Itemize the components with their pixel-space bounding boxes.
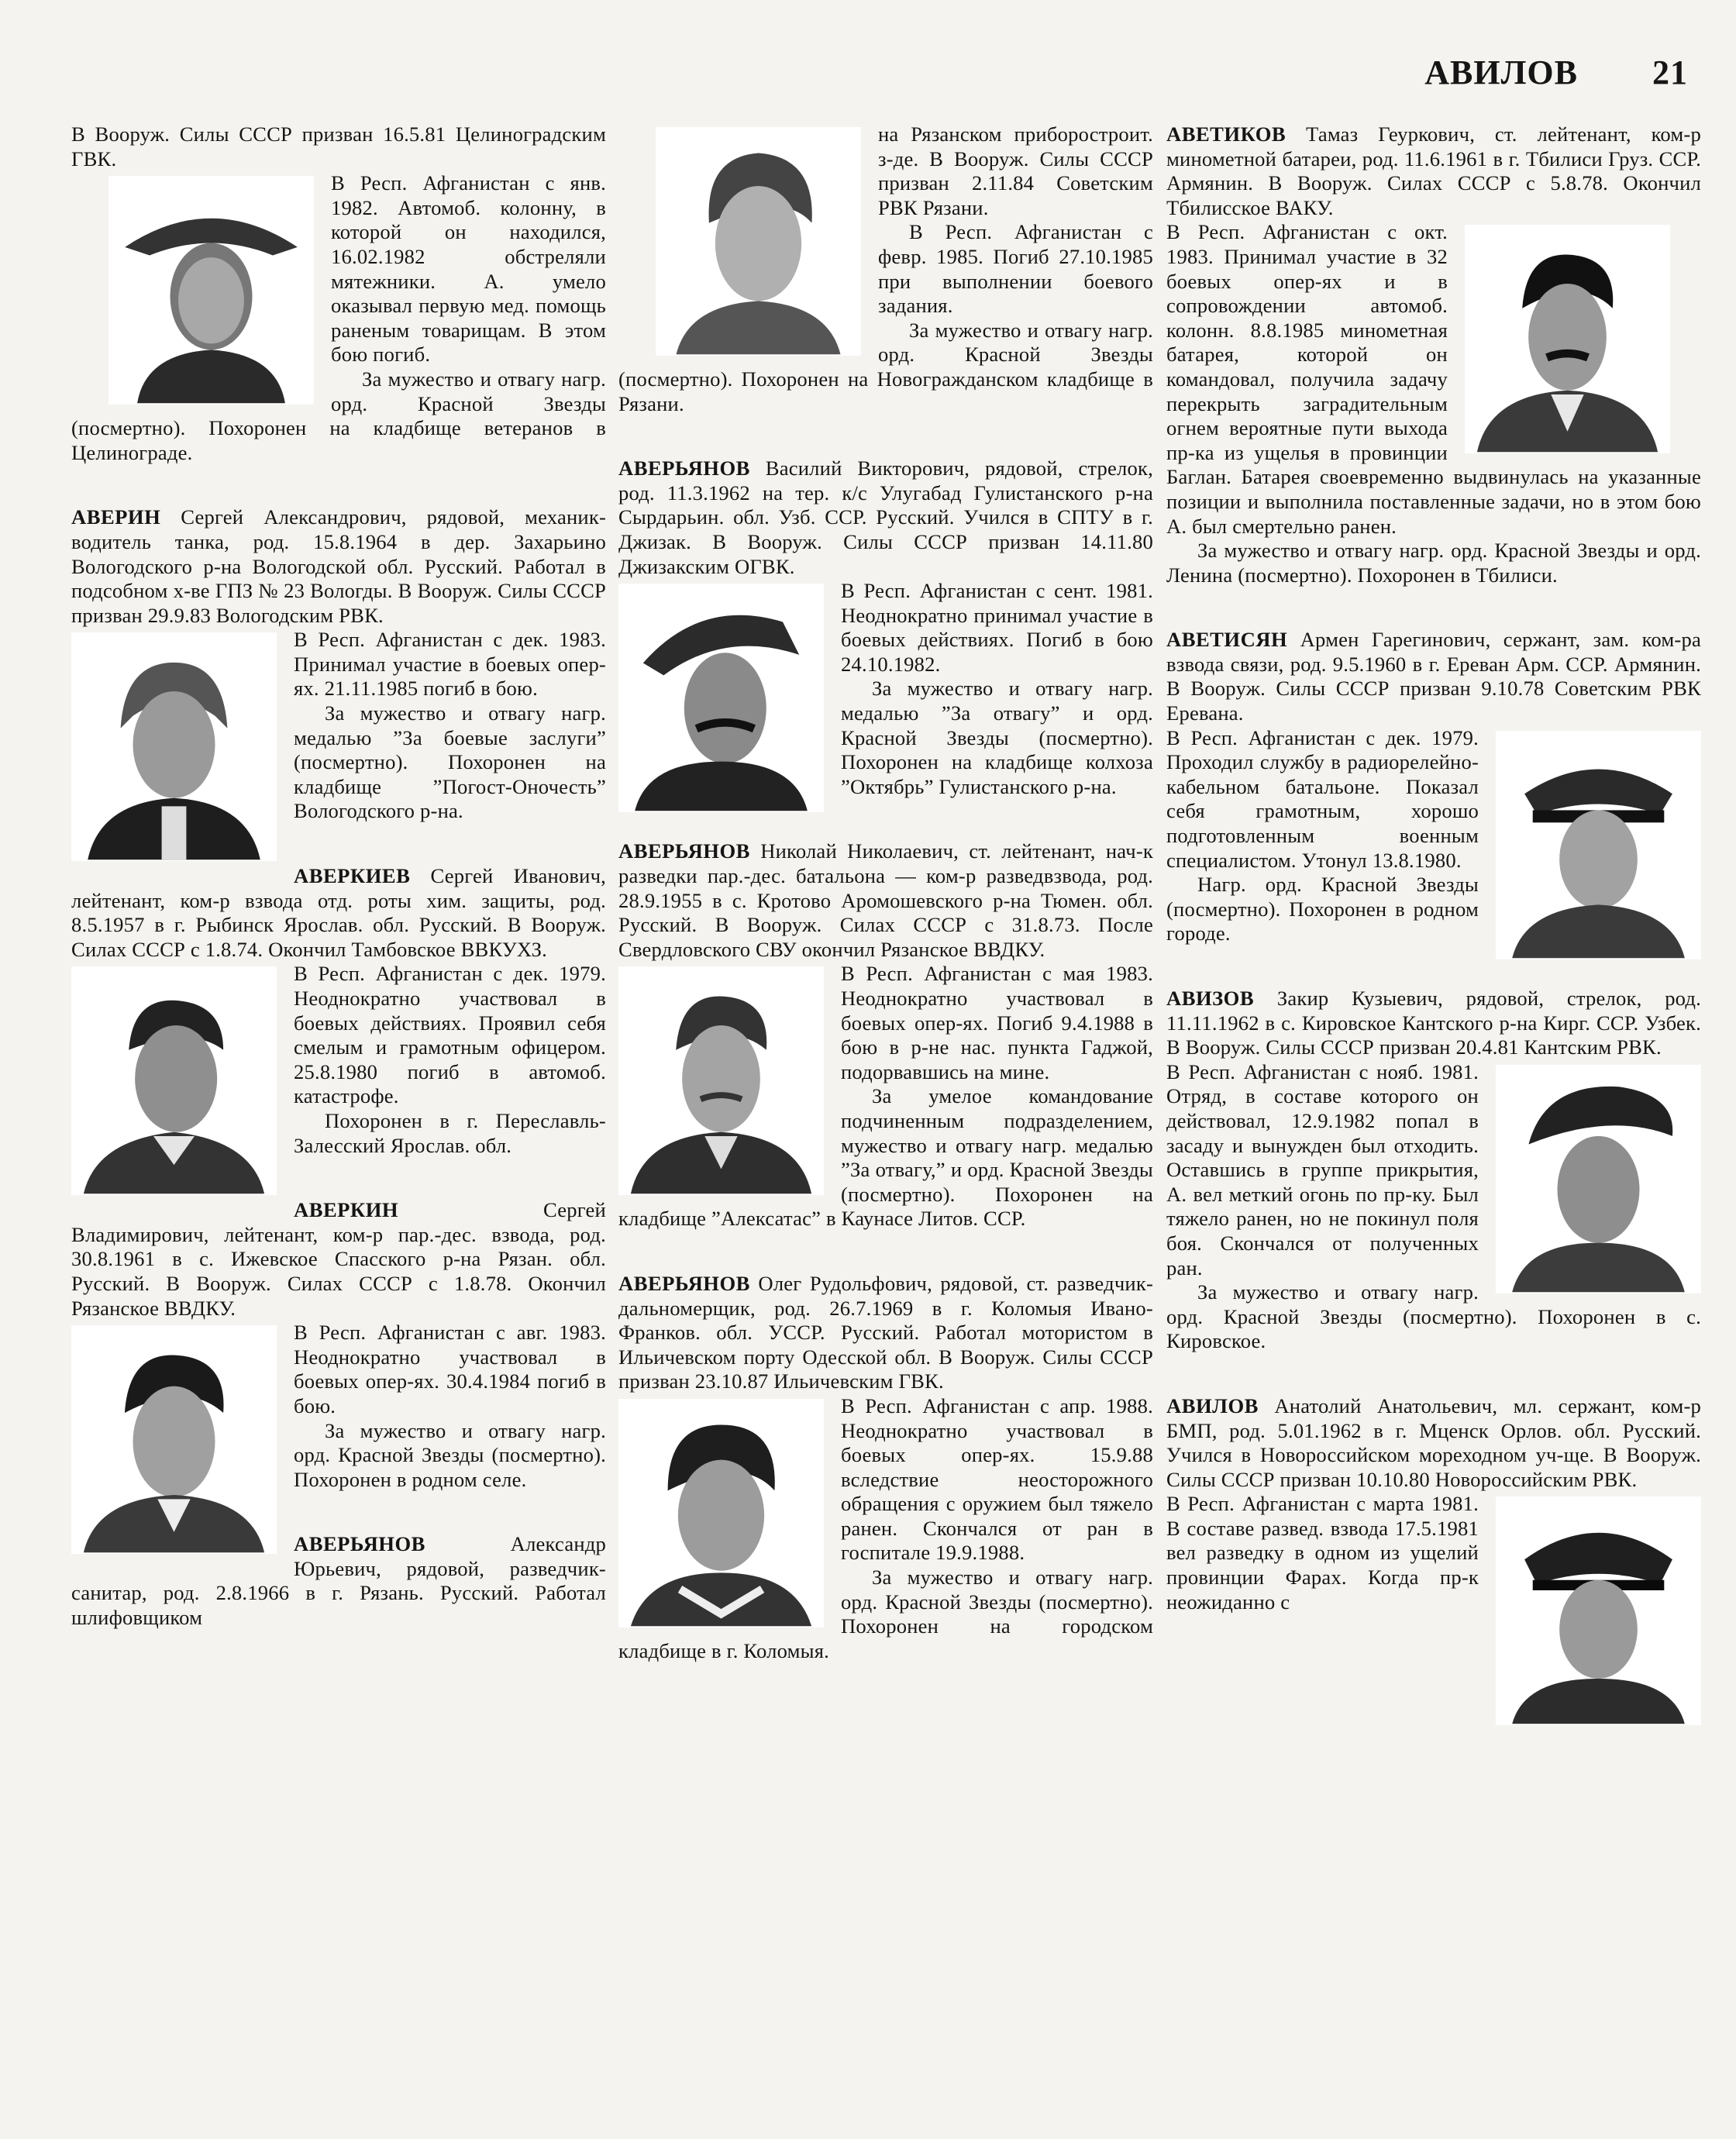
soldier-portrait-icon	[71, 632, 277, 861]
paragraph: В Респ. Афганистан с мая 1983. Неоднократно участвовал в боевых опер-ях. Погиб 9.4.1988 в бою в р-не нас. пункта Гаджой, подорвавшись на мине.	[841, 962, 1153, 1083]
paragraph: В Респ. Афганистан с апр. 1988. Неоднократно участвовал в боевых опер-ях. 15.9.88 вследствие неосторожного обращения с оружием был тяжело ранен. Скончался от ран в госпитале 19.9.1988.	[841, 1393, 1153, 1565]
entry-intro: АВЕРЬЯНОВ Николай Николаевич, ст. лейтенант, нач-к разведки пар.-дес. батальона — ком-р разведвзвода, род. 28.9.1955 в с. Кротово Аромошевского р-на Тюмен. обл. Русский. В Вооруж. Силах СССР с 31.8.73. После Свердловского СВУ окончил Рязанское ВВДКУ.	[618, 839, 1153, 961]
soldier-portrait-icon	[71, 966, 277, 1195]
entry-name: АВЕРИН	[71, 505, 161, 529]
entry-avetikov	[1166, 122, 1701, 587]
paragraph: В Респ. Афганистан с дек. 1983. Принимал участие в боевых опер-ях. 21.11.1985 погиб в бою.	[294, 628, 606, 701]
soldier-portrait-icon	[618, 584, 824, 812]
entry-averkiev	[71, 864, 606, 1158]
entry-intro: АВЕРИН Сергей Александрович, рядовой, механик-водитель танка, род. 15.8.1964 в дер. Захарьино Вологодского р-на Вологодской обл. Русский. Работал в подсобном х-ве ГПЗ № 23 Вологды. В Вооруж. Силы СССР призван 29.9.83 Вологодским РВК.	[71, 505, 606, 627]
entry-name: АВИЗОВ	[1166, 987, 1255, 1010]
portrait-photo	[108, 176, 314, 405]
entry-averin	[71, 505, 606, 824]
paragraph: В Вооруж. Силы СССР призван 16.5.81 Целиноградским ГВК.	[71, 122, 606, 170]
page-number: 21	[1652, 53, 1688, 91]
entry-intro: АВЕРЬЯНОВ Александр Юрьевич, рядовой, разведчик-санитар, род. 2.8.1966 в г. Рязань. Русский. Работал шлифовщиком	[71, 1532, 606, 1630]
entry-intro: АВИЗОВ Закир Кузыевич, рядовой, стрелок, род. 11.11.1962 в с. Кировское Кантского р-на Кирг. ССР. Узбек. В Вооруж. Силы СССР призван 20.4.81 Кантским РВК.	[1166, 987, 1701, 1059]
portrait-photo	[656, 127, 861, 356]
entry-name: АВЕТИКОВ	[1166, 122, 1286, 146]
paragraph: За мужество и отвагу нагр. медалью ”За отвагу” и орд. Красной Звезды (посмертно). Похоронен на кладбище колхоза ”Октябрь” Гулистанского р-на.	[841, 677, 1153, 798]
soldier-portrait-icon	[71, 1325, 277, 1554]
entry-name: АВЕРЬЯНОВ	[618, 839, 750, 863]
paragraph: В Респ. Афганистан с дек. 1979. Проходил службу в радиорелейно-кабельном батальоне. Показал себя грамотным, хорошо подготовленным военным специалистом. Утонул 13.8.1980.	[1166, 725, 1479, 872]
page-header	[1424, 53, 1688, 92]
paragraph: В Респ. Афганистан с авг. 1983. Неоднократно участвовал в боевых опер-ях. 30.4.1984 погиб в бою.	[294, 1321, 606, 1417]
portrait-photo	[71, 632, 277, 861]
entry-averyanov-nikolay	[618, 839, 1153, 1231]
portrait-photo	[71, 1325, 277, 1554]
soldier-portrait-icon	[656, 127, 861, 356]
paragraph: За умелое командование подчиненным подразделением, мужество и отвагу нагр. медалью ”За отвагу,” и орд. Красной Звезды (посмертно). Похоронен на кладбище ”Алексатас” в Каунасе Литов. ССР.	[618, 1084, 1153, 1231]
entry-continuation	[71, 122, 606, 465]
paragraph: В Респ. Афганистан с янв. 1982. Автомоб. колонну, в которой он находился, 16.02.1982 обстреляли мятежники. А. умело оказывал первую мед. помощь раненым товарищам. В этом бою погиб.	[331, 171, 606, 367]
entry-continuation	[618, 122, 1153, 416]
entry-intro: АВЕРКИЕВ Сергей Иванович, лейтенант, ком-р взвода отд. роты хим. защиты, род. 8.5.1957 в г. Рыбинск Ярослав. обл. Русский. В Вооруж. Силах СССР с 1.8.74. Окончил Тамбовское ВВКУХЗ.	[71, 864, 606, 961]
paragraph: В Респ. Афганистан с нояб. 1981. Отряд, в составе которого он действовал, 12.9.1982 попал в засаду и вынужден был отходить. Оставшись в группе прикрытия, А. вел меткий огонь по пр-ку. Был тяжело ранен, но не покинул поля боя. Скончался от полученных ран.	[1166, 1059, 1479, 1280]
entry-name: АВИЛОВ	[1166, 1393, 1259, 1417]
entry-name: АВЕРЬЯНОВ	[294, 1532, 425, 1556]
paragraph: За мужество и отвагу нагр. орд. Красной Звезды (посмертно). Похоронен на городском кладбище в г. Коломыя.	[618, 1566, 1153, 1662]
entry-name: АВЕРЬЯНОВ	[618, 456, 750, 480]
entry-intro: АВЕРКИН Сергей Владимирович, лейтенант, ком-р пар.-дес. взвода, род. 30.8.1961 в с. Ижевское Спасского р-на Рязан. обл. Русский. В Вооруж. Силах СССР с 1.8.78. Окончил Рязанское ВВДКУ.	[71, 1198, 606, 1320]
portrait-photo	[618, 1399, 824, 1628]
entry-intro: АВЕТИКОВ Тамаз Геуркович, ст. лейтенант, ком-р минометной батареи, род. 11.6.1961 в г. Тбилиси Груз. ССР. Армянин. В Вооруж. Силах СССР с 5.8.78. Окончил Тбилисское ВАКУ.	[1166, 122, 1701, 219]
entry-intro: АВЕТИСЯН Армен Гарегинович, сержант, зам. ком-ра взвода связи, род. 9.5.1960 в г. Ереван Арм. ССР. Армянин. В Вооруж. Силы СССР призван 9.10.78 Советским РВК Еревана.	[1166, 628, 1701, 725]
soldier-portrait-icon	[1496, 1065, 1701, 1293]
entry-averkin	[71, 1198, 606, 1492]
entry-avilov	[1166, 1394, 1701, 1614]
paragraph: В Респ. Афганистан с окт. 1983. Принимал участие в 32 боевых опер-ях и в сопровождении автомоб. колонн. 8.8.1985 минометная батарея, которой он командовал, получила задачу перекрыть заградительным огнем вероятные пути выхода пр-ка из ущелья в провинции Баглан. Батарея своевременно выдвинулась на указанные позиции и выполнила поставленные задачи, но в этом бою А. был смертельно ранен.	[1166, 220, 1701, 538]
column-2	[618, 122, 1153, 1703]
soldier-portrait-icon	[618, 1399, 824, 1628]
paragraph: В Респ. Афганистан с марта 1981. В составе развед. взвода 17.5.1981 вел разведку в одном из ущелий провинции Фарах. Когда пр-к неожиданно с	[1166, 1492, 1479, 1614]
column-1	[71, 122, 606, 1671]
soldier-portrait-icon	[1496, 731, 1701, 959]
portrait-photo	[71, 966, 277, 1195]
paragraph: на Рязанском приборостроит. з-де. В Вооруж. Силы СССР призван 2.11.84 Советским РВК Рязани.	[878, 122, 1153, 219]
portrait-photo	[1465, 225, 1670, 453]
entry-name: АВЕРКИН	[294, 1198, 399, 1222]
portrait-photo	[1496, 1065, 1701, 1293]
paragraph: За мужество и отвагу нагр. орд. Красной Звезды (посмертно). Похоронен на Новогражданском кладбище в Рязани.	[618, 318, 1153, 415]
entry-avizov	[1166, 987, 1701, 1354]
paragraph: За мужество и отвагу нагр. орд. Красной Звезды (посмертно). Похоронен на кладбище ветеранов в Целинограде.	[71, 367, 606, 464]
soldier-portrait-icon	[108, 176, 314, 405]
soldier-portrait-icon	[1496, 1497, 1701, 1725]
portrait-photo	[1496, 731, 1701, 959]
entry-name: АВЕРЬЯНОВ	[618, 1271, 750, 1295]
portrait-photo	[618, 966, 824, 1195]
running-title: АВИЛОВ	[1424, 53, 1578, 91]
soldier-portrait-icon	[1465, 225, 1670, 453]
paragraph: В Респ. Афганистан с дек. 1979. Неоднократно участвовал в боевых действиях. Проявил себя смелым и грамотным офицером. 25.8.1980 погиб в автомоб. катастрофе.	[294, 962, 606, 1108]
paragraph: Нагр. орд. Красной Звезды (посмертно). Похоронен в родном городе.	[1166, 873, 1479, 946]
column-3	[1166, 122, 1701, 1731]
paragraph: За мужество и отвагу нагр. орд. Красной Звезды и орд. Ленина (посмертно). Похоронен в Тбилиси.	[1166, 539, 1701, 587]
soldier-portrait-icon	[618, 966, 824, 1195]
entry-intro: АВИЛОВ Анатолий Анатольевич, мл. сержант, ком-р БМП, род. 5.01.1962 в г. Мценск Орлов. обл. Русский. Учился в Новороссийском мореходном уч-ще. В Вооруж. Силы СССР призван 10.10.80 Новороссийским РВК.	[1166, 1393, 1701, 1491]
paragraph: За мужество и отвагу нагр. орд. Красной Звезды (посмертно). Похоронен в с. Кировское.	[1166, 1280, 1701, 1353]
paragraph: За мужество и отвагу нагр. медалью ”За боевые заслуги” (посмертно). Похоронен на кладбище ”Погост-Оночесть” Вологодского р-на.	[294, 701, 606, 823]
paragraph: За мужество и отвагу нагр. орд. Красной Звезды (посмертно). Похоронен в родном селе.	[294, 1418, 606, 1491]
entry-intro: АВЕРЬЯНОВ Василий Викторович, рядовой, стрелок, род. 11.3.1962 на тер. к/с Улугабад Гулистанского р-на Сырдарьин. обл. Узб. ССР. Русский. Учился в СПТУ в г. Джизак. В Вооруж. Силы СССР призван 14.11.80 Джизакским ОГВК.	[618, 456, 1153, 578]
paragraph: В Респ. Афганистан с февр. 1985. Погиб 27.10.1985 при выполнении боевого задания.	[878, 220, 1153, 318]
entry-averyanov-oleg	[618, 1272, 1153, 1664]
entry-intro: АВЕРЬЯНОВ Олег Рудольфович, рядовой, ст. разведчик-дальномерщик, род. 26.7.1969 в г. Коломыя Ивано-Франков. обл. УССР. Русский. Работал мотористом в Ильичевском порту Одесской обл. В Вооруж. Силы СССР призван 23.10.87 Ильичевским ГВК.	[618, 1271, 1153, 1393]
portrait-photo	[618, 584, 824, 812]
entry-avetisyan	[1166, 628, 1701, 946]
portrait-photo	[1496, 1497, 1701, 1725]
entry-name: АВЕРКИЕВ	[294, 864, 411, 888]
entry-name: АВЕТИСЯН	[1166, 628, 1288, 652]
entry-averyanov-vasiliy	[618, 456, 1153, 799]
paragraph: Похоронен в г. Переславль-Залесский Ярослав. обл.	[294, 1108, 606, 1157]
paragraph: В Респ. Афганистан с сент. 1981. Неоднократно принимал участие в боевых действиях. Погиб в бою 24.10.1982.	[841, 579, 1153, 676]
